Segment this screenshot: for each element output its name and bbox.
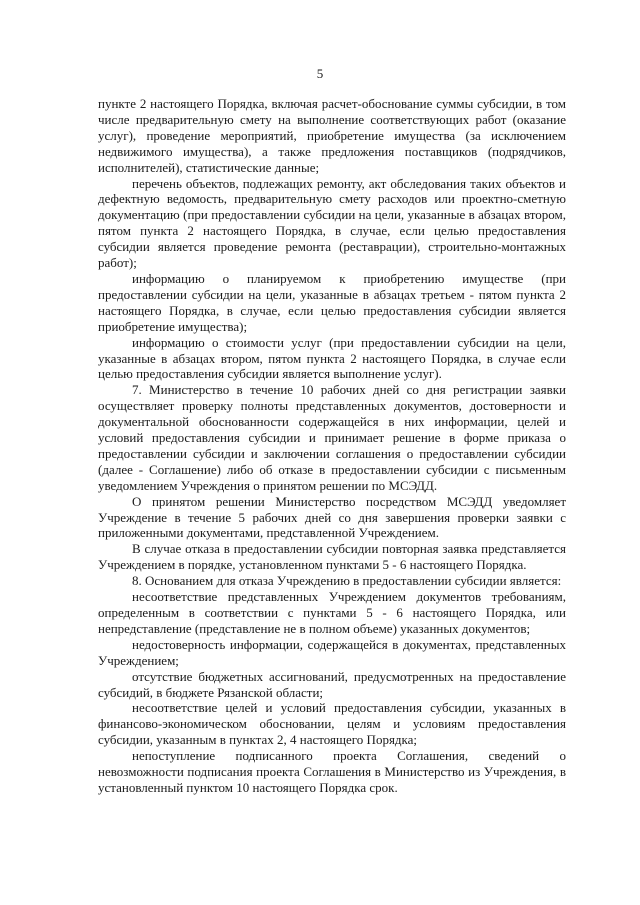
page-number: 5: [316, 66, 324, 81]
paragraph-5: 7. Министерство в течение 10 рабочих дней со дня регистрации заявки осуществляет проверку полноты представленных документов, достоверности и документальной обоснованности содержащейся в них информации, целей и условий предоставления субсидии и принимает решение в форме приказа о предоставлении субсидии и заключении соглашения о предоставлении субсидии (далее - Соглашение) либо об отказе в предоставлении субсидии с письменным уведомлением Учреждения о принятом решении по МСЭДД.: [98, 382, 566, 493]
paragraph-11: отсутствие бюджетных ассигнований, предусмотренных на предоставление субсидий, в бюджете Рязанской области;: [98, 668, 566, 700]
document-body: [98, 96, 566, 796]
paragraph-7: В случае отказа в предоставлении субсидии повторная заявка представляется Учреждением в порядке, установленном пунктами 5 - 6 настоящего Порядка.: [98, 541, 566, 573]
paragraph-10: недостоверность информации, содержащейся в документах, представленных Учреждением;: [98, 636, 566, 668]
paragraph-2: перечень объектов, подлежащих ремонту, акт обследования таких объектов и дефектную ведомость, предварительную смету расходов или проектно-сметную документацию (при предоставлении субсидии на цели, указанные в абзацах втором, пятом пункта 2 настоящего Порядка, в случае, если целью предоставления субсидии является проведение ремонта (реставрации), строительно-монтажных работ);: [98, 175, 566, 271]
paragraph-12: несоответствие целей и условий предоставления субсидии, указанных в финансово-экономическом обосновании, целям и условиям предоставления субсидии, указанным в пунктах 2, 4 настоящего Порядка;: [98, 700, 566, 748]
paragraph-6: О принятом решении Министерство посредством МСЭДД уведомляет Учреждение в течение 5 рабочих дней со дня завершения проверки заявки с приложенными документами, представленной Учреждением.: [98, 493, 566, 541]
paragraph-1: пункте 2 настоящего Порядка, включая расчет-обоснование суммы субсидии, в том числе предварительную смету на выполнение соответствующих работ (оказание услуг), проведение мероприятий, приобретение имущества (за исключением недвижимого имущества), а также предложения поставщиков (подрядчиков, исполнителей), статистические данные;: [98, 96, 566, 175]
paragraph-3: информацию о планируемом к приобретению имуществе (при предоставлении субсидии на цели, указанные в абзацах третьем - пятом пункта 2 настоящего Порядка, в случае, если целью предоставления субсидии является приобретение имущества);: [98, 270, 566, 334]
paragraph-9: несоответствие представленных Учреждением документов требованиям, определенным в соответствии с пунктами 5 - 6 настоящего Порядка, или непредставление (представление не в полном объеме) указанных документов;: [98, 589, 566, 636]
paragraph-13: непоступление подписанного проекта Соглашения, сведений о невозможности подписания проекта Соглашения в Министерство из Учреждения, в установленный пунктом 10 настоящего Порядка срок.: [98, 748, 566, 795]
paragraph-8: 8. Основанием для отказа Учреждению в предоставлении субсидии является:: [132, 573, 562, 589]
paragraph-4: информацию о стоимости услуг (при предоставлении субсидии на цели, указанные в абзацах втором, пятом пункта 2 настоящего Порядка, в случае если целью предоставления субсидии является выполнение услуг).: [98, 334, 566, 382]
